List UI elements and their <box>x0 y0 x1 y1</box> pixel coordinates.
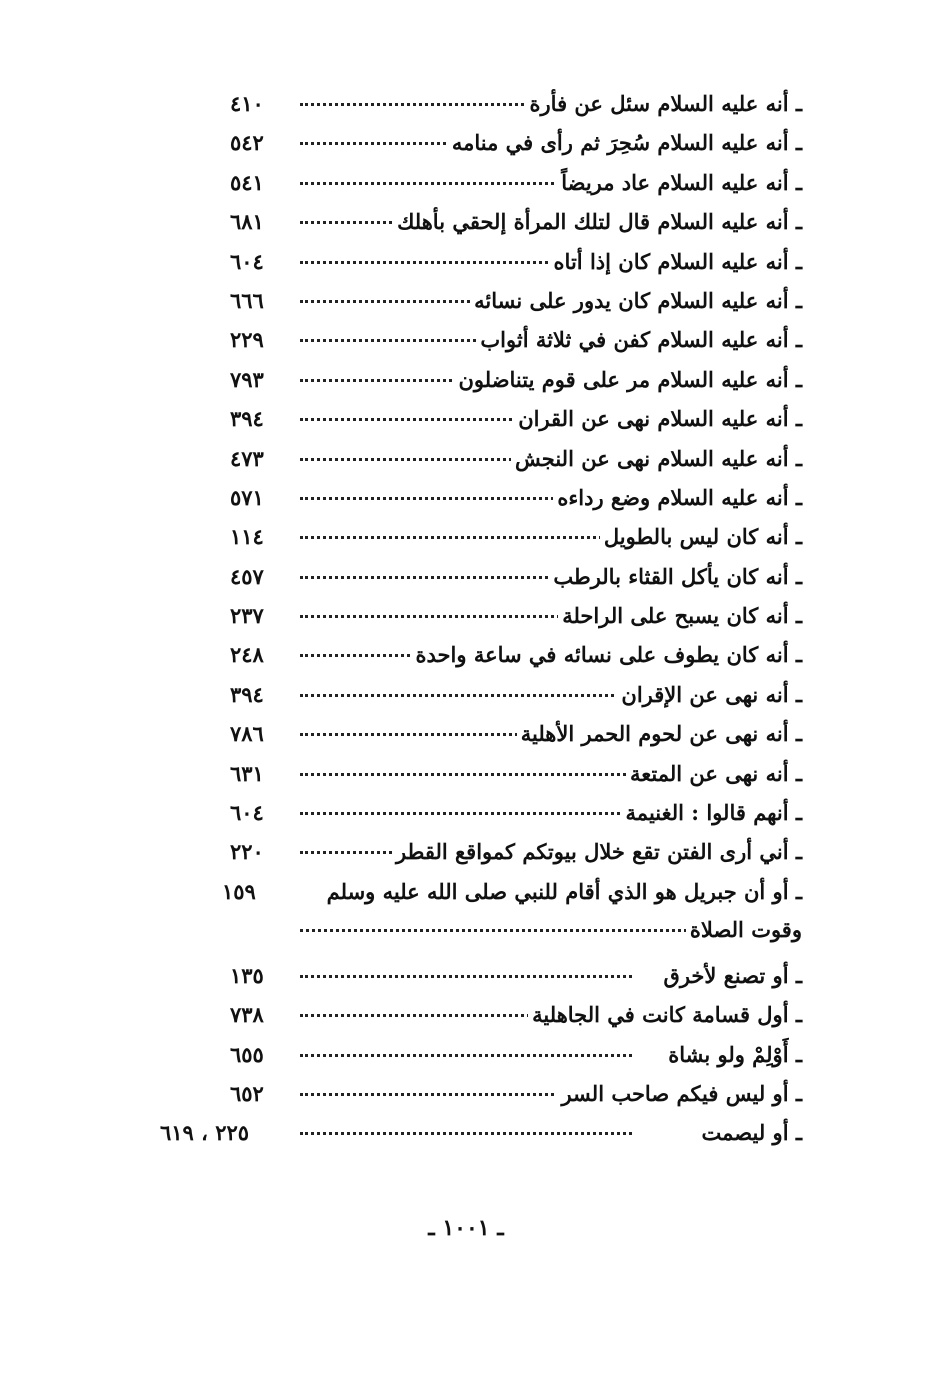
entry-title: ـ أنه كان يسبح على الراحلة <box>558 603 802 628</box>
index-entry <box>0 361 932 400</box>
index-entry <box>0 1075 932 1114</box>
entry-title: ـ أنه نهى عن المتعة <box>626 761 802 786</box>
entry-page: ٢٢٩ <box>230 327 264 353</box>
page-number: ـ ١٠٠١ ـ <box>428 1215 504 1241</box>
index-entry <box>0 715 932 754</box>
entry-title: ـ أو تصنع لأخرق <box>660 963 802 988</box>
entry-title: ـ أني أرى الفتن تقع خلال بيوتكم كمواقع القطر <box>392 839 802 864</box>
index-entry <box>0 597 932 636</box>
index-entry <box>0 124 932 163</box>
entry-title: ـ أنه عليه السلام نهى عن النجش <box>511 446 802 471</box>
entry-title: ـ أنه عليه السلام وضع رداءه <box>553 485 802 510</box>
entry-page: ٧٨٦ <box>230 721 264 747</box>
entry-title-continuation: وقوت الصلاة <box>686 917 802 942</box>
entry-title: ـ أنهم قالوا : الغنيمة <box>622 800 802 825</box>
entry-title: ـ أنه عليه السلام كفن في ثلاثة أثواب <box>476 327 802 352</box>
entry-page: ٦٠٤ <box>230 800 264 826</box>
index-entry <box>0 558 932 597</box>
entry-title: ـ أو ليصمت <box>698 1120 802 1145</box>
entry-title: ـ أنه كان ليس بالطويل <box>600 524 802 549</box>
entry-title: ـ أنه كان يأكل القثاء بالرطب <box>549 564 802 589</box>
entry-page: ٦٠٤ <box>230 248 264 274</box>
entry-title: ـ أنه عليه السلام نهى عن القران <box>514 406 802 431</box>
entry-title: ـ أو أن جبريل هو الذي أقام للنبي صلى الله عليه وسلم <box>323 879 802 904</box>
entry-title: ـ أنه عليه السلام سئل عن فأرة <box>526 91 802 116</box>
entry-page: ٣٩٤ <box>230 681 264 707</box>
entry-title: ـ أنه عليه السلام مر على قوم يتناضلون <box>454 367 802 392</box>
leader-dots <box>300 1132 632 1135</box>
entry-page: ٦٥٢ <box>230 1080 264 1106</box>
index-entry <box>0 440 932 479</box>
entry-page: ٢٢٥ ، ٦١٩ <box>160 1120 250 1146</box>
entry-title: ـ أنه عليه السلام سُحِرَ ثم رأى في منامه <box>448 130 802 155</box>
entry-title: ـ أنه كان يطوف على نسائه في ساعة واحدة <box>412 642 802 667</box>
entry-page: ٧٣٨ <box>230 1002 264 1028</box>
leader-dots <box>300 536 632 539</box>
entry-page: ٦٣١ <box>230 760 264 786</box>
index-entry <box>0 833 932 872</box>
leader-dots <box>300 773 632 776</box>
index-entry <box>0 676 932 715</box>
index-entry <box>0 518 932 557</box>
entry-page: ١١٤ <box>230 524 264 550</box>
entry-title: ـ أنه عليه السلام قال لتلك المرأة إلحقي بأهلك <box>393 209 802 234</box>
index-entry <box>0 1114 932 1153</box>
leader-dots <box>300 812 632 815</box>
index-entries <box>0 85 932 1154</box>
entry-page: ٦٥٥ <box>230 1041 264 1067</box>
leader-dots <box>300 929 687 932</box>
entry-title: ـ أَوْلِمْ ولو بشاة <box>664 1042 802 1067</box>
index-entry <box>0 794 932 833</box>
index-entry <box>0 957 932 996</box>
entry-title: ـ أنه نهى عن لحوم الحمر الأهلية <box>517 721 802 746</box>
entry-page: ٢٢٠ <box>230 839 264 865</box>
index-entry <box>0 1036 932 1075</box>
index-entry <box>0 636 932 675</box>
index-entry <box>0 282 932 321</box>
entry-title: ـ أنه نهى عن الإقران <box>617 682 802 707</box>
entry-page: ٥٤٢ <box>230 130 264 156</box>
index-entry <box>0 479 932 518</box>
index-entry <box>0 400 932 439</box>
index-entry <box>0 243 932 282</box>
entry-page: ٤٧٣ <box>230 445 264 471</box>
index-entry <box>0 755 932 794</box>
entry-page: ٣٩٤ <box>230 406 264 432</box>
entry-page: ٢٣٧ <box>230 603 264 629</box>
entry-page: ٢٤٨ <box>230 642 264 668</box>
index-entry <box>0 203 932 242</box>
entry-title: ـ أنه عليه السلام كان يدور على نسائه <box>470 288 802 313</box>
entry-page: ١٥٩ <box>222 878 256 904</box>
leader-dots <box>300 1054 632 1057</box>
index-entry <box>0 164 932 203</box>
index-entry <box>0 85 932 124</box>
leader-dots <box>300 694 632 697</box>
entry-page: ٧٩٣ <box>230 366 264 392</box>
entry-page: ٥٤١ <box>230 169 264 195</box>
index-entry <box>0 873 932 957</box>
entry-title: ـ أول قسامة كانت في الجاهلية <box>528 1002 802 1027</box>
entry-title: ـ أو ليس فيكم صاحب السر <box>557 1081 802 1106</box>
entry-title: ـ أنه عليه السلام عاد مريضاً <box>557 170 802 195</box>
leader-dots <box>300 975 632 978</box>
index-entry <box>0 996 932 1035</box>
entry-page: ٤٥٧ <box>230 563 264 589</box>
index-entry <box>0 321 932 360</box>
entry-page: ١٣٥ <box>230 962 264 988</box>
entry-title: ـ أنه عليه السلام كان إذا أتاه <box>550 249 802 274</box>
entry-page: ٦٨١ <box>230 209 264 235</box>
entry-page: ٤١٠ <box>230 91 264 116</box>
entry-page: ٦٦٦ <box>230 287 264 313</box>
entry-page: ٥٧١ <box>230 484 264 510</box>
